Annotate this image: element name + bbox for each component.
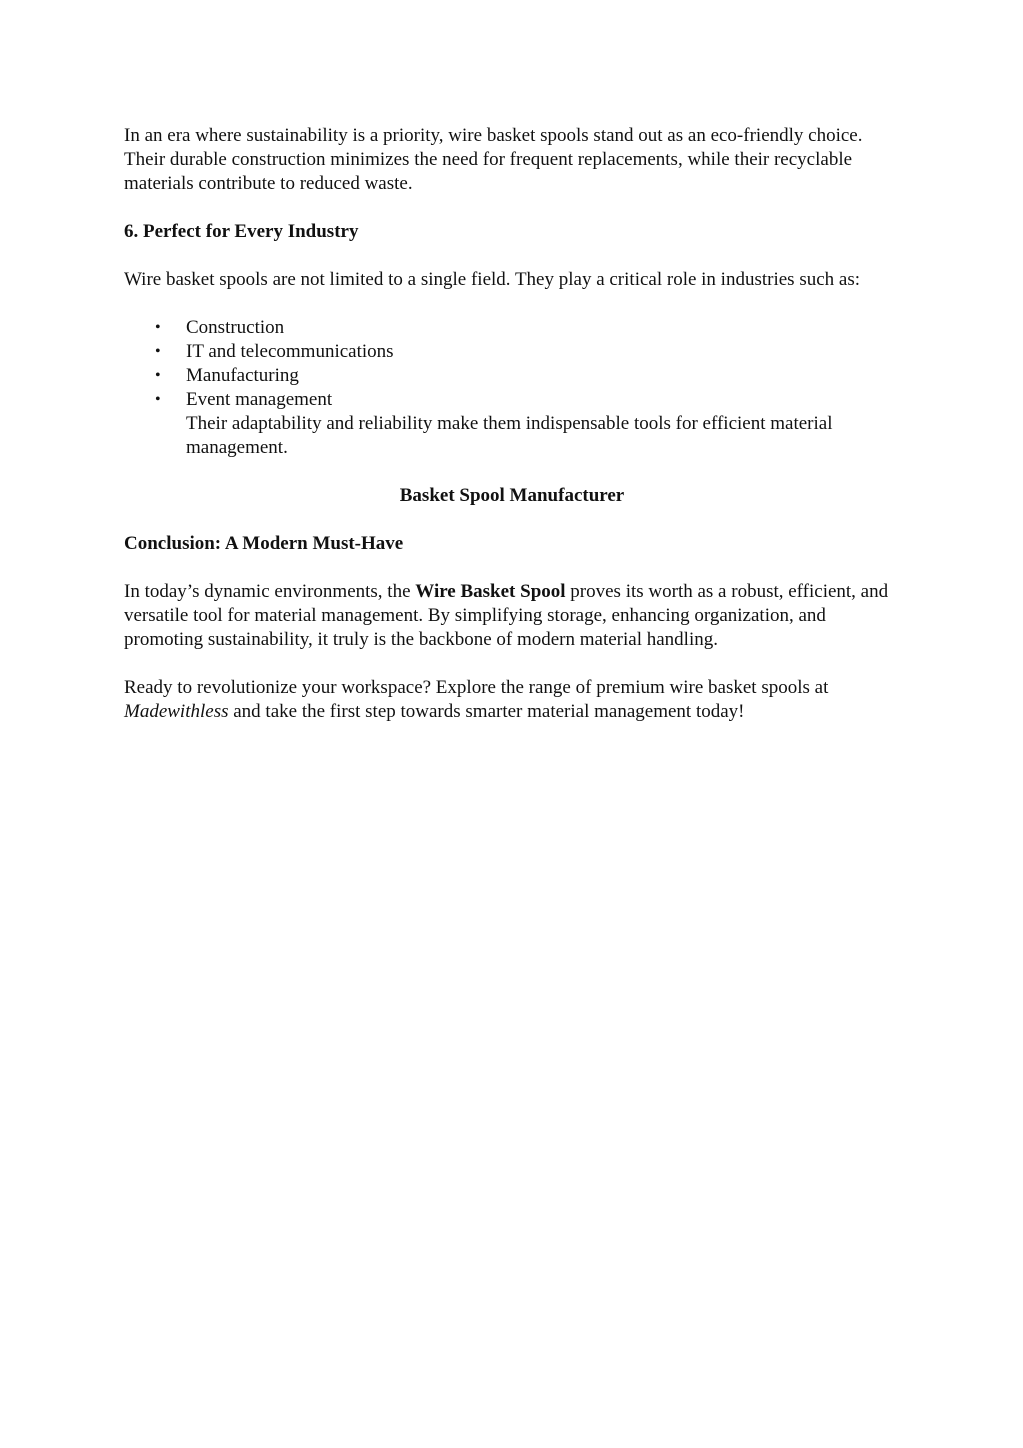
centered-heading: Basket Spool Manufacturer xyxy=(399,485,625,506)
brand-name-italic: Madewithless xyxy=(124,701,229,722)
conclusion-text-start: In today’s dynamic environments, the xyxy=(124,581,416,602)
bullet-icon: • xyxy=(155,367,161,384)
list-item xyxy=(155,364,900,388)
list-item xyxy=(155,316,900,340)
section-heading: 6. Perfect for Every Industry xyxy=(124,221,359,242)
conclusion-paragraph xyxy=(124,580,900,652)
list-item-label: IT and telecommunications xyxy=(186,341,394,362)
industry-list xyxy=(124,316,900,460)
document-page xyxy=(124,124,900,724)
intro-paragraph: In an era where sustainability is a priority, wire basket spools stand out as an eco-friendly choice. Their durable construction minimizes the need for frequent replacements, while their recyclable materials contribute to reduced waste. xyxy=(124,125,863,194)
list-item xyxy=(155,388,900,460)
list-item xyxy=(155,340,900,364)
list-item-label: Manufacturing xyxy=(186,365,299,386)
cta-text-start: Ready to revolutionize your workspace? Explore the range of premium wire basket spools at xyxy=(124,677,829,698)
list-item-label: Event management xyxy=(186,389,333,410)
call-to-action-paragraph xyxy=(124,676,900,724)
cta-text-end: and take the first step towards smarter material management today! xyxy=(228,701,745,722)
bullet-icon: • xyxy=(155,343,161,360)
bullet-icon: • xyxy=(155,319,161,336)
list-item-label: Construction xyxy=(186,317,285,338)
list-tail-text: Their adaptability and reliability make them indispensable tools for efficient material management. xyxy=(186,413,833,458)
industries-intro-paragraph: Wire basket spools are not limited to a single field. They play a critical role in industries such as: xyxy=(124,269,860,290)
conclusion-text-end: proves its worth as a robust, efficient, and versatile tool for material management. By simplifying storage, enhancing organization, and promoting sustainability, it truly is the backbone of modern material handling. xyxy=(124,581,889,650)
conclusion-heading: Conclusion: A Modern Must-Have xyxy=(124,533,404,554)
product-name-bold: Wire Basket Spool xyxy=(415,581,566,602)
bullet-icon: • xyxy=(155,391,161,408)
